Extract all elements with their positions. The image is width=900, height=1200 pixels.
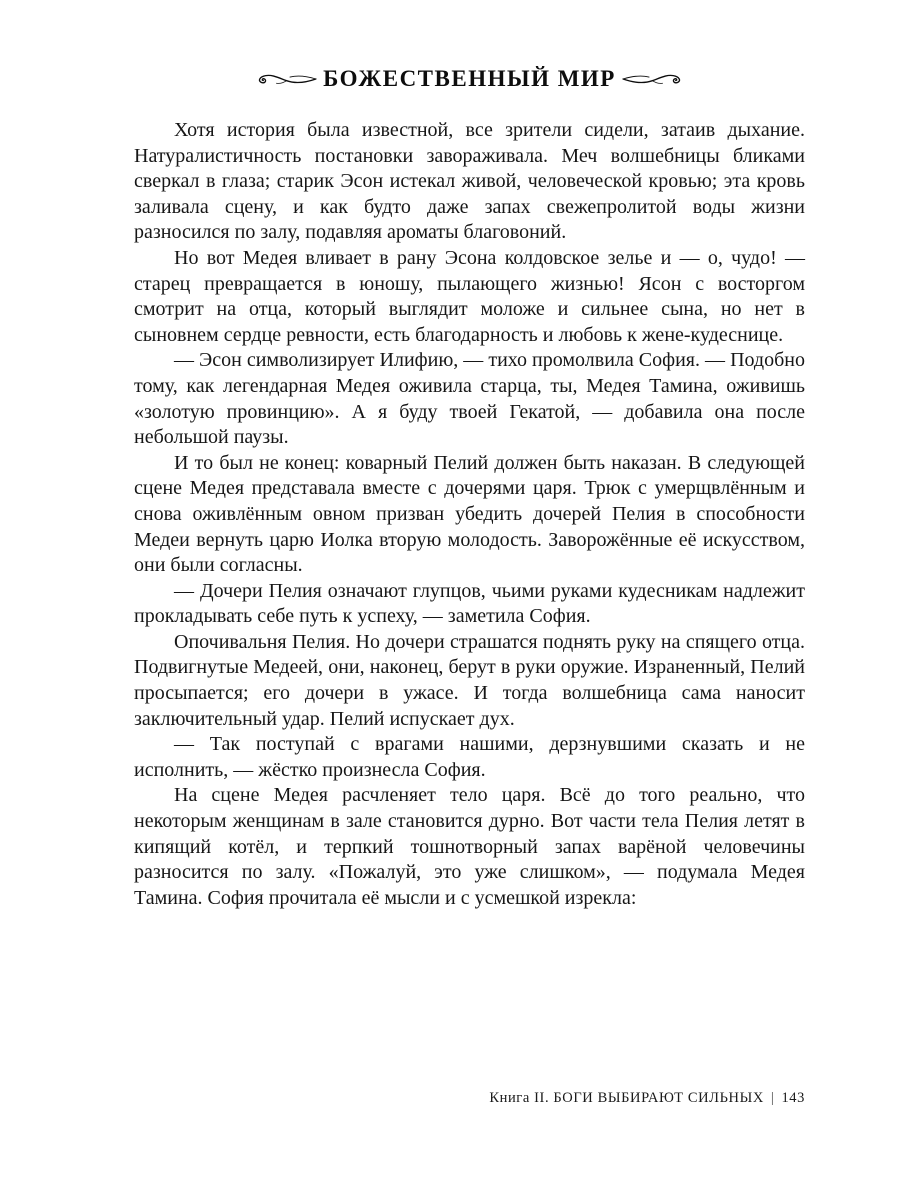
paragraph: Но вот Медея вливает в рану Эсона колдовское зелье и — о, чудо! — старец превращается в юношу, пылающего жизнью! Ясон с восторгом смотрит на отца, который выглядит моложе и сильнее сына, но нет в сыновнем сердце ревности, есть благодарность и любовь к жене-кудеснице. (134, 246, 805, 346)
running-head (134, 66, 805, 92)
paragraph: И то был не конец: коварный Пелий должен быть наказан. В следующей сцене Медея представала вместе с дочерями царя. Трюк с умерщвлённым и снова оживлённым овном призван убедить дочерей Пелия в способности Медеи вернуть царю Иолка вторую молодость. Заворожённые её искусством, они были согласны. (134, 451, 805, 577)
flourish-right-icon (622, 67, 684, 91)
page-title: БОЖЕСТВЕННЫЙ МИР (323, 66, 616, 91)
footer-page-number: 143 (781, 1090, 805, 1106)
paragraph: Опочивальня Пелия. Но дочери страшатся поднять руку на спящего отца. Подвигнутые Медеей, они, наконец, берут в руки оружие. Израненный, Пелий просыпается; его дочери в ужасе. И тогда волшебница сама наносит заключительный удар. Пелий испускает дух. (134, 630, 805, 730)
paragraph: Хотя история была известной, все зрители сидели, затаив дыхание. Натуралистичность постановки завораживала. Меч волшебницы бликами сверкал в глаза; старик Эсон истекал живой, человеческой кровью; эта кровь заливала сцену, и как будто даже запах свежепролитой воды жизни разносился по залу, подавляя ароматы благовоний. (134, 119, 805, 244)
footer-book-label: Книга II. БОГИ ВЫБИРАЮТ СИЛЬНЫХ (489, 1090, 764, 1106)
paragraph: — Дочери Пелия означают глупцов, чьими руками кудесникам надлежит прокладывать себе путь к успеху, — заметила София. (134, 579, 805, 628)
page-footer (134, 1090, 805, 1107)
paragraph: — Так поступай с врагами нашими, дерзнувшими сказать и не исполнить, — жёстко произнесла София. (134, 733, 805, 781)
flourish-left-icon (255, 67, 317, 91)
footer-divider: | (770, 1090, 775, 1106)
paragraph: На сцене Медея расчленяет тело царя. Всё до того реально, что некоторым женщинам в зале становится дурно. Вот части тела Пелия летят в кипящий котёл, и терпкий тошнотворный запах варёной человечины разносится по залу. «Пожалуй, это уже слишком», — подумала Медея Тамина. София прочитала её мысли и с усмешкой изрекла: (134, 784, 805, 909)
paragraph: — Эсон символизирует Илифию, — тихо промолвила София. — Подобно тому, как легендарная Медея оживила старца, ты, Медея Тамина, оживишь «золотую провинцию». А я буду твоей Гекатой, — добавила она после небольшой паузы. (134, 349, 805, 449)
body-text (134, 118, 805, 911)
